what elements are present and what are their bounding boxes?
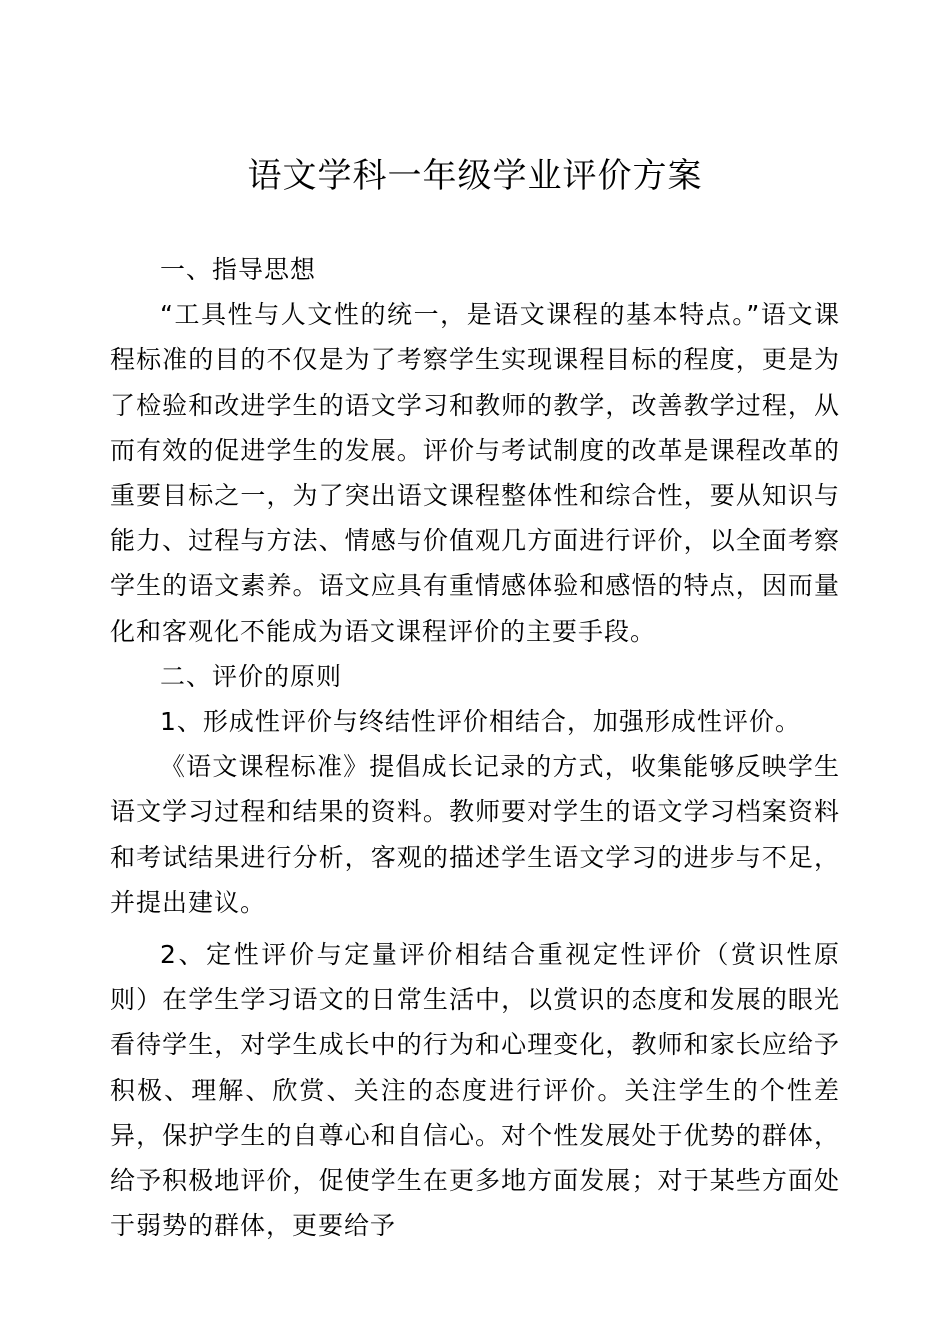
- document-body: [110, 247, 840, 1248]
- paragraph-principle-2: 2、定性评价与定量评价相结合重视定性评价（赏识性原则）在学生学习语文的日常生活中，以赏识的态度和发展的眼光看待学生，对学生成长中的行为和心理变化，教师和家长应给予积极、理解、欣赏、关注的态度进行评价。关注学生的个性差异，保护学生的自尊心和自信心。对个性发展处于优势的群体，给予积极地评价，促使学生在更多地方面发展；对于某些方面处于弱势的群体，更要给予: [110, 940, 840, 1241]
- principle-1-heading: 1、形成性评价与终结性评价相结合，加强形成性评价。: [160, 707, 801, 737]
- document-title: 语文学科一年级学业评价方案: [247, 156, 703, 196]
- section-heading-guiding-ideology: 一、指导思想: [160, 255, 317, 284]
- paragraph-principle-1: 《语文课程标准》提倡成长记录的方式，收集能够反映学生语文学习过程和结果的资料。教师要对学生的语文学习档案资料和考试结果进行分析，客观的描述学生语文学习的进步与不足，并提出建议。: [110, 752, 840, 917]
- paragraph-guiding-ideology: “工具性与人文性的统一，是语文课程的基本特点。”语文课程标准的目的不仅是为了考察学生实现课程目标的程度，更是为了检验和改进学生的语文学习和教师的教学，改善教学过程，从而有效的促进学生的发展。评价与考试制度的改革是课程改革的重要目标之一，为了突出语文课程整体性和综合性，要从知识与能力、过程与方法、情感与价值观几方面进行评价，以全面考察学生的语文素养。语文应具有重情感体验和感悟的特点，因而量化和客观化不能成为语文课程评价的主要手段。: [110, 300, 840, 646]
- section-heading-evaluation-principles: 二、评价的原则: [160, 661, 343, 691]
